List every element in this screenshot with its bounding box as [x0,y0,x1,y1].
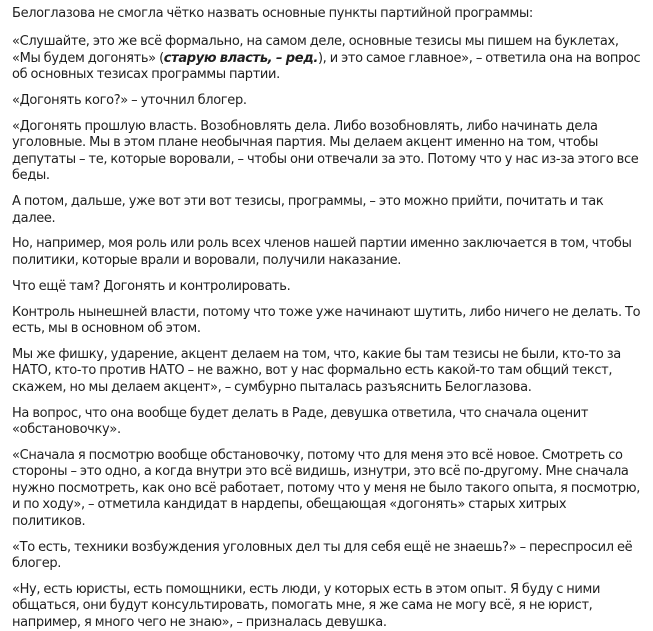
paragraph-quote-situation: «Сначала я посмотрю вообще обстановочку, потому что для меня это всё новое. Смотреть со стороны – это одно, а когда внутри это всё видишь, изнутри, это всё по-другому. Мне сначала нужно посмотреть, как оно всё работает, потому что у меня не было такого опыта, я посмотрю, и по ходу», – отметила кандидат в нардепы, обещающая «догонять» старых хитрых политиков. [12,448,641,529]
editor-note: старую власть, – ред. [163,50,318,66]
paragraph-quote-program: А потом, дальше, уже вот эти вот тезисы, программы, – это можно прийти, почитать и так далее. [12,194,604,226]
paragraph-rada-question: На вопрос, что она вообще будет делать в Раде, девушка ответила, что сначала оценит «обстановочку». [12,405,589,438]
quote-text-start: «Слушайте, это же всё формально, на самом деле, основные тезисы мы пишем на буклетах, «Мы будем догонять» ( [12,34,619,66]
quote-text-end: ), и это самое главное», – ответила она на вопрос об основных тезисах программы партии. [12,50,641,83]
paragraph-blogger-followup: «То есть, техники возбуждения уголовных дел ты для себя ещё не знаешь?» – переспросил её блогер. [12,539,633,571]
paragraph-quote-role: Но, например, моя роль или роль всех членов нашей партии именно заключается в том, чтобы политики, которые врали и воровали, получили наказание. [12,236,632,268]
paragraph-intro: Белоглазова не смогла чётко назвать основные пункты партийной программы: [12,6,533,21]
paragraph-quote-lawyers: «Ну, есть юристы, есть помощники, есть люди, у которых есть в этом опыт. Я буду с ними общаться, они будут консультировать, помогать мне, я же сама не могу всё, я не юрист, например, я много чего не знаю», – призналась девушка. [12,581,601,630]
paragraph-blogger-question: «Догонять кого?» – уточнил блогер. [12,93,247,109]
paragraph-quote-nato: Мы же фишку, ударение, акцент делаем на том, что, какие бы там тезисы не были, кто-то за НАТО, кто-то против НАТО – не важно, вот у нас формально есть какой-то там общий текст, скажем, но мы делаем акцент», – сумбурно пыталась разъяснить Белоглазова. [12,347,621,395]
paragraph-quote-control: Что ещё там? Догонять и контролировать. [12,278,291,294]
paragraph-quote-current-power: Контроль нынешней власти, потому что тоже уже начинают шутить, либо ничего не делать. То есть, мы в основном об этом. [12,304,641,337]
paragraph-quote-catch-up: «Догонять прошлую власть. Возобновлять дела. Либо возобновлять, либо начинать дела уголовные. Мы в этом плане необычная партия. Мы делаем акцент именно на том, чтобы депутаты – те, которые воровали, – чтобы они отвечали за это. Потому что у нас из-за этого все беды. [12,119,639,184]
paragraph-quote-theses [12,34,641,83]
